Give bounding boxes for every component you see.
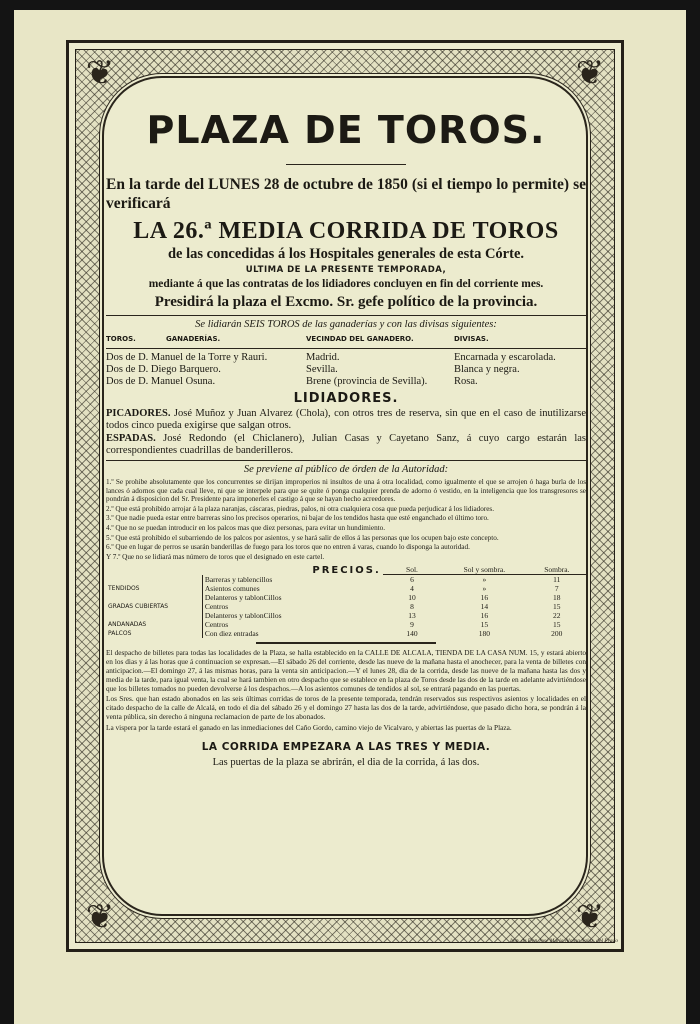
- divider: [106, 348, 586, 349]
- picadores-label: PICADORES.: [106, 408, 171, 419]
- divider: [106, 460, 586, 461]
- lidiaran-text: Se lidiarán SEIS TOROS de las ganaderías y con las divisas siguientes:: [195, 319, 497, 330]
- price-cell: 22: [553, 611, 561, 621]
- imprenta-credit: Imp. de Don José María Alonso Salaz. del Prado: [509, 938, 618, 944]
- title-rule: [286, 164, 406, 165]
- picadores-paragraph: [106, 408, 586, 432]
- price-cell: 10: [408, 593, 416, 603]
- price-cell: 200: [551, 629, 563, 639]
- previene-text: Se previene al público de órden de la Autoridad:: [243, 464, 449, 475]
- price-cell: »: [482, 575, 487, 585]
- precios-title: PRECIOS.: [312, 564, 381, 576]
- section-cell: TENDIDOS: [108, 585, 140, 593]
- notas-block: [106, 649, 586, 732]
- vecindad-cell: Madrid.: [306, 352, 340, 363]
- price-cell: 8: [410, 602, 414, 612]
- espadas-label: ESPADAS.: [106, 433, 156, 444]
- column-header: DIVISAS.: [454, 335, 489, 343]
- table-row: [106, 593, 586, 602]
- poster-title: PLAZA DE TOROS.: [146, 108, 546, 152]
- headline: LA 26.ª MEDIA CORRIDA DE TOROS: [133, 218, 559, 244]
- ganaderias-table: [106, 333, 586, 388]
- table-row: [106, 364, 586, 376]
- reglas-list: [106, 478, 586, 561]
- price-cell: 6: [410, 575, 414, 585]
- price-cell: 18: [553, 593, 561, 603]
- table-header-row: [106, 565, 586, 575]
- regla-item: 1.º Se prohibe absolutamente que los concurrentes se dirijan improperios ni insultos de una á otra localidad, como igualmente el que se arrojen ó haga burla de los lances ó adornos que cada cual lleve, ni que se interpele para que se quite ó ponga cualquier prenda de adorno ó vestido, en la inteligencia que los transgresores se pondrán á disposicion del Sr. Presidente para imponerles el castigo á que se hayan hecho acreedores.: [106, 478, 586, 504]
- table-row: [106, 352, 586, 364]
- table-row: [106, 602, 586, 611]
- section-cell: ANDANADAS: [108, 621, 147, 629]
- table-row: [106, 611, 586, 620]
- table-row: [106, 629, 586, 638]
- price-cell: 4: [410, 584, 414, 594]
- regla-item: 3.º Que nadie pueda estar entre barreras sino los precisos operarios, ni bajar de los tendidos hasta que esté enganchado el último toro.: [106, 514, 489, 523]
- regla-item: 5.º Que está prohibido el subarriendo de los palcos por asientos, y se hará salir de ellos á las personas que los ocupen bajo este concepto.: [106, 533, 499, 542]
- column-header: Sol.: [383, 565, 441, 575]
- concedidas-text: de las concedidas á los Hospitales generales de esta Córte.: [167, 246, 525, 262]
- section-rule: [256, 642, 436, 644]
- corner-ornament-icon: ❦: [575, 55, 605, 92]
- table-row: [106, 584, 586, 593]
- column-header: Sol y sombra.: [441, 565, 527, 575]
- mediante-text: mediante á que las contratas de los lidiadores concluyen en fin del corriente mes.: [148, 278, 544, 290]
- price-cell: 11: [553, 575, 561, 585]
- section-cell: [106, 575, 202, 585]
- divisa-cell: Encarnada y escarolada.: [454, 352, 556, 363]
- espadas-paragraph: [106, 433, 586, 457]
- divisa-cell: Rosa.: [454, 376, 478, 387]
- price-cell: 16: [480, 593, 489, 603]
- regla-item: 4.º Que no se puedan introducir en los palcos mas que diez personas, para evitar un hundimiento.: [106, 523, 386, 532]
- ganaderia-cell: de D. Manuel Osuna.: [125, 376, 216, 387]
- divisa-cell: Blanca y negra.: [454, 364, 520, 375]
- toros-cell: Dos: [106, 352, 123, 363]
- price-cell: 15: [480, 620, 489, 630]
- price-cell: »: [482, 584, 487, 594]
- corner-ornament-icon: ❦: [85, 899, 115, 936]
- regla-item: 2.º Que está prohibido arrojar á la plaza naranjas, cáscaras, piedras, palos, ni otra cualquiera cosa que pueda perjudicar á los lidiadores.: [106, 504, 494, 513]
- item-cell: Delanteros y tablonCillos: [202, 593, 382, 602]
- price-cell: 180: [478, 629, 490, 639]
- table-row: [106, 376, 586, 388]
- poster-content: [106, 108, 586, 768]
- table-header-row: [106, 333, 586, 345]
- section-cell: GRADAS CUBIERTAS: [108, 603, 169, 611]
- section-cell: PALCOS: [108, 630, 132, 638]
- divider: [106, 315, 586, 316]
- price-cell: 15: [553, 620, 561, 630]
- price-cell: 16: [480, 611, 489, 621]
- corner-ornament-icon: ❦: [85, 55, 115, 92]
- ganaderia-cell: de D. Manuel de la Torre y Rauri.: [125, 352, 268, 363]
- price-cell: 9: [410, 620, 414, 630]
- toros-cell: Dos: [106, 376, 123, 387]
- espadas-text: José Redondo (el Chiclanero), Julian Casas y Cayetano Sanz, á cuyo cargo estarán las correspondientes cuadrillas de banderilleros.: [106, 433, 587, 456]
- vecindad-cell: Sevilla.: [306, 364, 338, 375]
- price-cell: 15: [553, 602, 561, 612]
- picadores-text: José Muñoz y Juan Alvarez (Chola), con otros tres de reserva, sin que en el caso de inutilizarse todos cinco pueda exigirse que salgan otros.: [106, 408, 586, 431]
- item-cell: Centros: [202, 620, 382, 629]
- column-header: TOROS.: [106, 335, 136, 343]
- ganaderia-cell: de D. Diego Barquero.: [125, 364, 221, 375]
- item-cell: Asientos comunes: [202, 584, 382, 593]
- precios-table: [106, 565, 586, 638]
- item-cell: Centros: [202, 602, 382, 611]
- column-header: VECINDAD DEL GANADERO.: [306, 335, 414, 343]
- item-cell: Con diez entradas: [202, 629, 382, 638]
- toros-cell: Dos: [106, 364, 123, 375]
- column-header: Sombra.: [528, 565, 586, 575]
- nota-paragraph: El despacho de billetes para todas las localidades de la Plaza, se halla establecido en la CALLE DE ALCALA, TIENDA DE LA CASA NUM. 15, y estará abierto en los dias y á las horas que á continuacion se expresan.—El sábado 26 del corriente, desde las nueve de la mañana hasta el anochecer, para la venta de billetes con anticipacion.—El domingo 27, á las mismas horas, para la venta sin anticipacion.—Y el lunes 28, dia de la corrida, desde las nueve de la mañana hasta las dos y media de la tarde, para igual venta, la cual se hará tambien en otro despacho que se establece en la plaza de Toros desde las dos de la tarde en adelante advirtiéndose que los billetes tomados no pueden devolverse á los despachos.—A los asientos comunes de tendidos al sol, se entrará pagando en las puertas.: [106, 648, 586, 693]
- price-cell: 13: [408, 611, 416, 621]
- price-cell: 140: [406, 629, 418, 639]
- empezara-text: LA CORRIDA EMPEZARA A LAS TRES Y MEDIA.: [201, 740, 491, 753]
- item-cell: Barreras y tablencillos: [202, 575, 382, 585]
- regla-item: Y 7.º Que no se lidiará mas número de toros que el designado en este cartel.: [106, 552, 325, 561]
- nota-paragraph: La vispera por la tarde estará el ganado en las inmediaciones del Caño Gordo, camino viejo de Vicalvaro, y abiertas las puertas de la Plaza.: [106, 722, 512, 732]
- section-cell: [106, 611, 202, 620]
- lidiadores-title: LIDIADORES.: [293, 391, 399, 406]
- price-cell: 14: [480, 602, 489, 612]
- price-cell: 7: [554, 584, 559, 594]
- presidira-text: Presidirá la plaza el Excmo. Sr. gefe político de la provincia.: [154, 294, 538, 310]
- section-cell: [106, 593, 202, 602]
- item-cell: Delanteros y tablonCillos: [202, 611, 382, 620]
- corner-ornament-icon: ❦: [575, 899, 605, 936]
- column-header: GANADERÍAS.: [166, 335, 221, 343]
- ultima-text: ULTIMA DE LA PRESENTE TEMPORADA,: [245, 265, 447, 275]
- intro-text: En la tarde del LUNES 28 de octubre de 1850 (si el tiempo lo permite) se verificará: [106, 176, 586, 212]
- puertas-text: Las puertas de la plaza se abrirán, el dia de la corrida, á las dos.: [212, 756, 480, 768]
- regla-item: 6.º Que en lugar de perros se usarán banderillas de fuego para los toros que no entren á varas, cuando lo disponga la autoridad.: [106, 543, 470, 552]
- nota-paragraph: Los Sres. que han estado abonados en las seis últimas corridas de toros de la presente temporada, tendrán reservados sus respectivos asientos y localidades en el citado despacho de la calle de Alcalá, en todo el dia del sábado 26 y el domingo 27 hasta las dos de la tarde, advirtiéndose, que pasado dicho hora, se pondrán á la venta pública, sin derecho á ninguna reclamacion de parte de los abonados.: [106, 694, 586, 721]
- table-row: [106, 620, 586, 629]
- vecindad-cell: Brene (provincia de Sevilla).: [306, 376, 428, 387]
- table-row: [106, 575, 586, 585]
